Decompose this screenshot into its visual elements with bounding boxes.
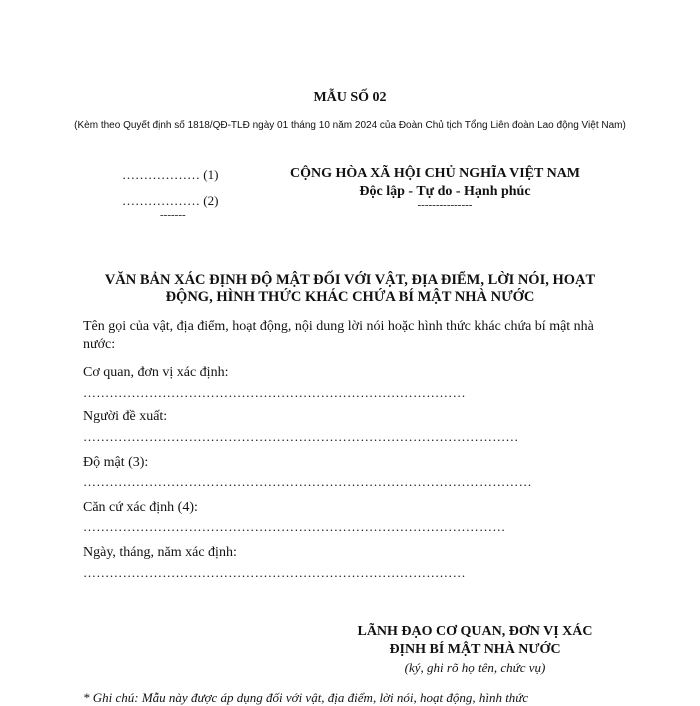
form-number: MẪU SỐ 02 [313, 90, 387, 105]
field-dots-basis: …………………………………………………………………………………… [83, 519, 506, 534]
document-title: VĂN BẢN XÁC ĐỊNH ĐỘ MẬT ĐỐI VỚI VẬT, ĐỊA ĐIỂM, LỜI NÓI, HOẠT ĐỘNG, HÌNH THỨC KHÁC CHỨA BÍ MẬT NHÀ NƯỚC [104, 272, 596, 305]
signature-note: (ký, ghi rõ họ tên, chức vụ) [404, 660, 546, 675]
field-dots-proposer: ……………………………………………………………………………………… [83, 429, 519, 444]
field-label-secrecy: Độ mật (3): [83, 455, 149, 470]
motto-rule: --------------- [417, 199, 473, 211]
field-dots-secrecy: ………………………………………………………………………………………… [83, 474, 532, 489]
signature-title: LÃNH ĐẠO CƠ QUAN, ĐƠN VỊ XÁC ĐỊNH BÍ MẬT NHÀ NƯỚC [357, 624, 593, 657]
agency-line-1: ……………… (1) [122, 167, 219, 182]
footnote: * Ghi chú: Mẫu này được áp dụng đối với vật, địa điểm, lời nói, hoạt động, hình thức [83, 690, 529, 705]
field-label-proposer: Người đề xuất: [83, 409, 168, 424]
decision-note: (Kèm theo Quyết định số 1818/QĐ-TLĐ ngày 01 tháng 10 năm 2024 của Đoàn Chủ tịch Tổng Liên đoàn Lao động Việt Nam) [74, 120, 626, 131]
field-label-basis: Căn cứ xác định (4): [83, 500, 198, 515]
field-label-date: Ngày, tháng, năm xác định: [83, 545, 237, 560]
field-dots-agency: …………………………………………………………………………… [83, 385, 466, 400]
motto: Độc lập - Tự do - Hạnh phúc [359, 184, 531, 199]
field-dots-date: …………………………………………………………………………… [83, 565, 466, 580]
intro-text: Tên gọi của vật, địa điểm, hoạt động, nội dung lời nói hoặc hình thức khác chứa bí mật nhà nước: [83, 319, 594, 352]
nation-title: CỘNG HÒA XÃ HỘI CHỦ NGHĨA VIỆT NAM [290, 166, 581, 181]
agency-line-2: ……………… (2) [122, 193, 219, 208]
agency-rule: ------- [160, 209, 186, 221]
field-label-agency: Cơ quan, đơn vị xác định: [83, 365, 229, 380]
